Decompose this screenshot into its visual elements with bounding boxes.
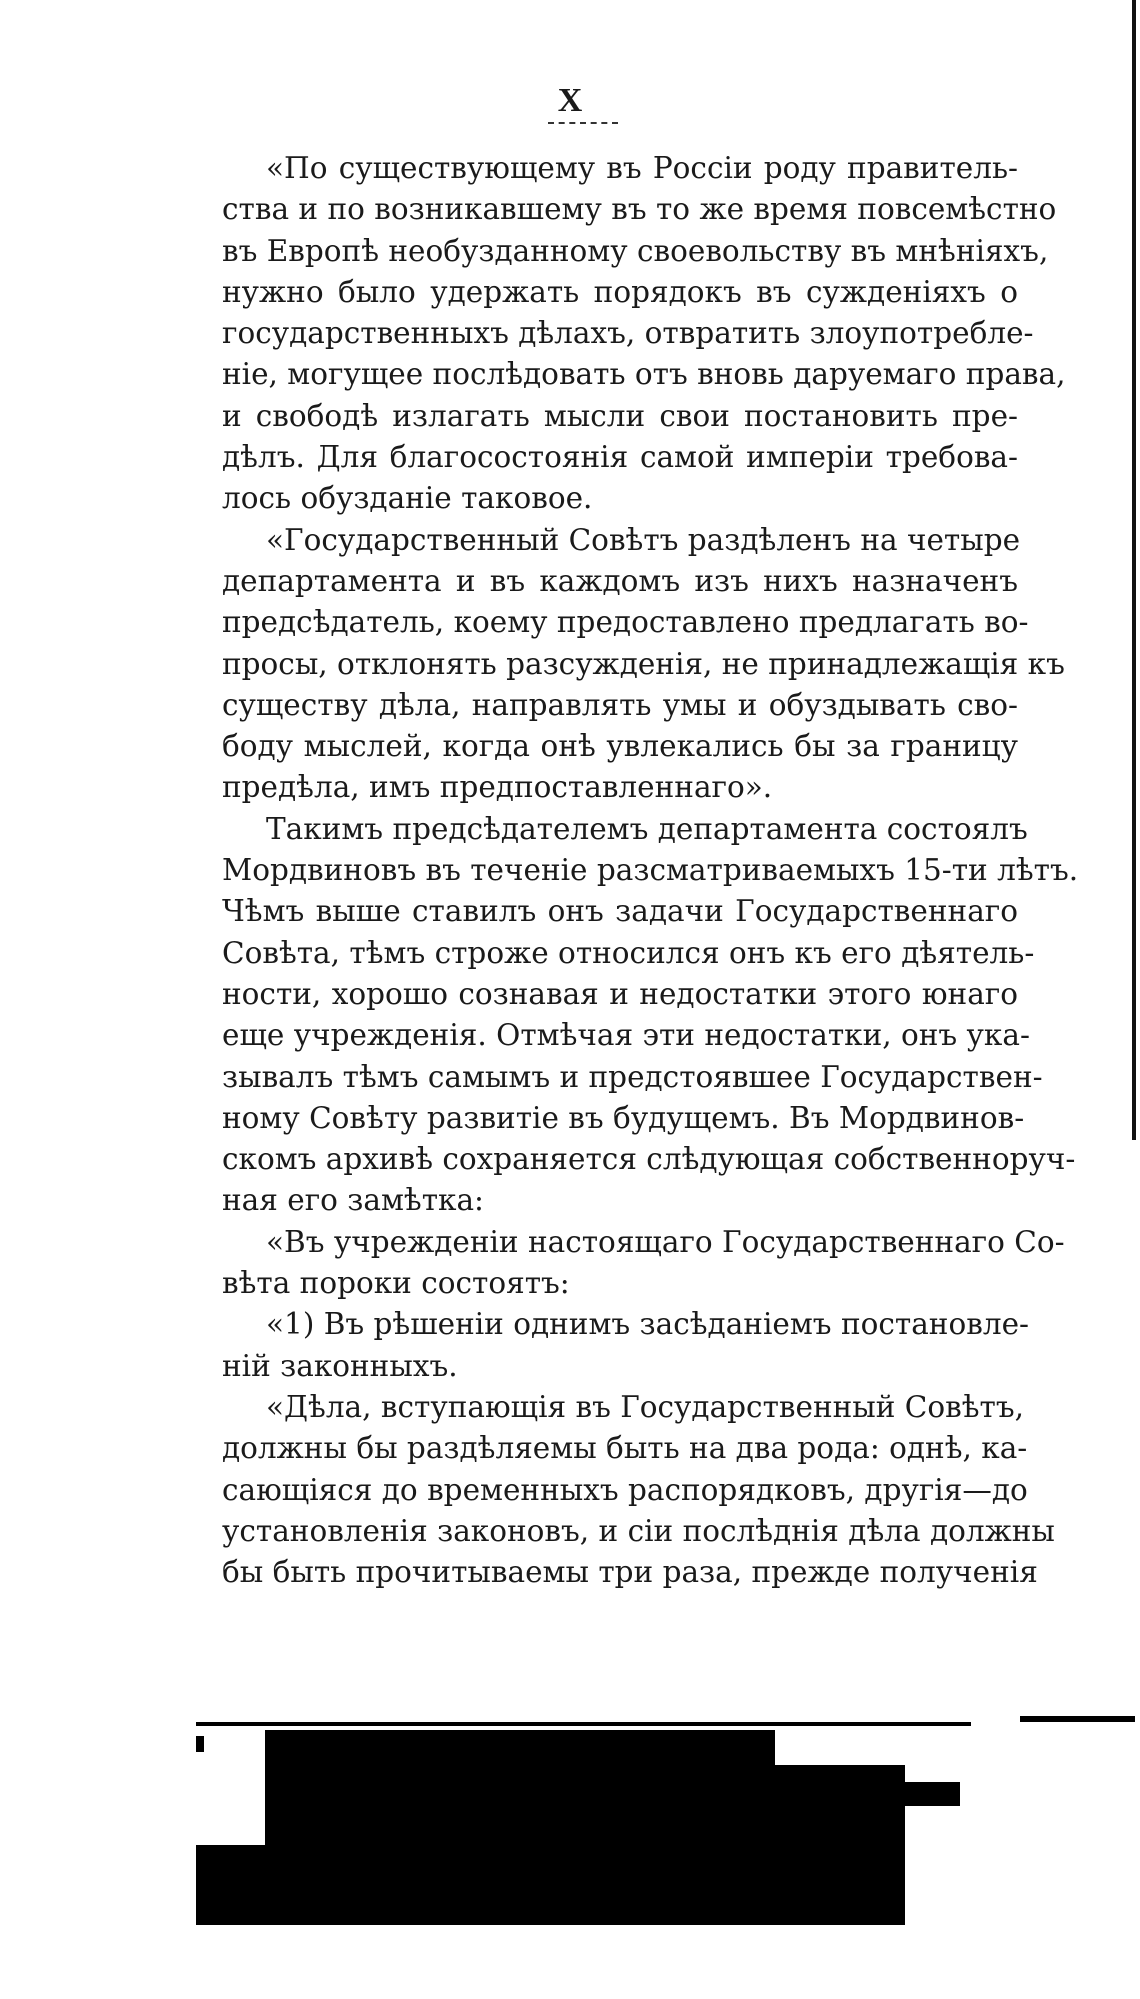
text-line: просы, отклонять разсужденія, не принадлежащія къ: [222, 646, 1065, 681]
text-line: «Государственный Совѣтъ раздѣленъ на четыре: [266, 522, 1021, 557]
body-text: [222, 148, 1079, 1593]
text-line: «Дѣла, вступающія въ Государственный Совѣтъ,: [266, 1389, 1024, 1424]
text-line: нужно было удержать порядокъ въ сужденіяхъ о: [222, 274, 1018, 309]
text-line: предѣла, имъ предпоставленнаго».: [222, 770, 773, 805]
text-line: ному Совѣту развитіе въ будущемъ. Въ Мордвинов-: [222, 1100, 1025, 1135]
text-line: должны бы раздѣляемы быть на два рода: однѣ, ка-: [222, 1431, 1028, 1466]
text-line: Совѣта, тѣмъ строже относился онъ къ его дѣятель-: [222, 935, 1035, 970]
text-line: еще учрежденія. Отмѣчая эти недостатки, онъ ука-: [222, 1018, 1030, 1053]
text-line: установленія законовъ, и сіи послѣднія дѣла должны: [222, 1513, 1055, 1548]
text-line: Чѣмъ выше ставилъ онъ задачи Государственнаго: [222, 894, 1018, 929]
page-edge-line: [1132, 0, 1136, 1140]
text-line: ній законныхъ.: [222, 1348, 458, 1383]
text-line: департамента и въ каждомъ изъ нихъ назначенъ: [222, 563, 1018, 598]
text-line: «1) Въ рѣшеніи однимъ засѣданіемъ постановле-: [266, 1307, 1029, 1342]
text-line: «Въ учрежденіи настоящаго Государственнаго Со-: [266, 1224, 1065, 1259]
text-line: вѣта пороки состоятъ:: [222, 1266, 570, 1301]
text-line: Мордвиновъ въ теченіе разсматриваемыхъ 15-ти лѣтъ.: [222, 853, 1079, 888]
text-line: ніе, могущее послѣдовать отъ вновь даруемаго права,: [222, 357, 1066, 392]
text-line: въ Европѣ необузданному своевольству въ мнѣніяхъ,: [222, 233, 1049, 268]
text-line: скомъ архивѣ сохраняется слѣдующая собственноруч-: [222, 1142, 1076, 1177]
text-line: дѣлъ. Для благосостоянія самой имперіи требова-: [222, 440, 1018, 475]
text-line: ности, хорошо сознавая и недостатки этого юнаго: [222, 976, 1018, 1011]
text-line: Такимъ предсѣдателемъ департамента состоялъ: [266, 811, 1028, 846]
page-number: X: [557, 82, 583, 119]
text-line: существу дѣла, направлять умы и обуздывать сво-: [222, 687, 1018, 722]
header-rule: [548, 122, 618, 124]
text-line: «По существующему въ Россіи роду правитель-: [266, 151, 1018, 185]
text-line: зывалъ тѣмъ самымъ и предстоявшее Государствен-: [222, 1059, 1043, 1094]
text-line: сающіяся до временныхъ распорядковъ, другія—до: [222, 1472, 1028, 1507]
text-line: ная его замѣтка:: [222, 1183, 484, 1218]
text-line: государственныхъ дѣлахъ, отвратить злоупотребле-: [222, 316, 1034, 351]
text-line: и свободѣ излагать мысли свои постановить пре-: [222, 398, 1018, 433]
text-line: боду мыслей, когда онѣ увлекались бы за границу: [222, 729, 1018, 764]
text-line: ства и по возникавшему въ то же время повсемѣстно: [222, 192, 1057, 227]
text-line: предсѣдатель, коему предоставлено предлагать во-: [222, 605, 1029, 640]
text-line: лось обузданіе таковое.: [222, 481, 593, 516]
text-line: бы быть прочитываемы три раза, прежде полученія: [222, 1555, 1038, 1590]
